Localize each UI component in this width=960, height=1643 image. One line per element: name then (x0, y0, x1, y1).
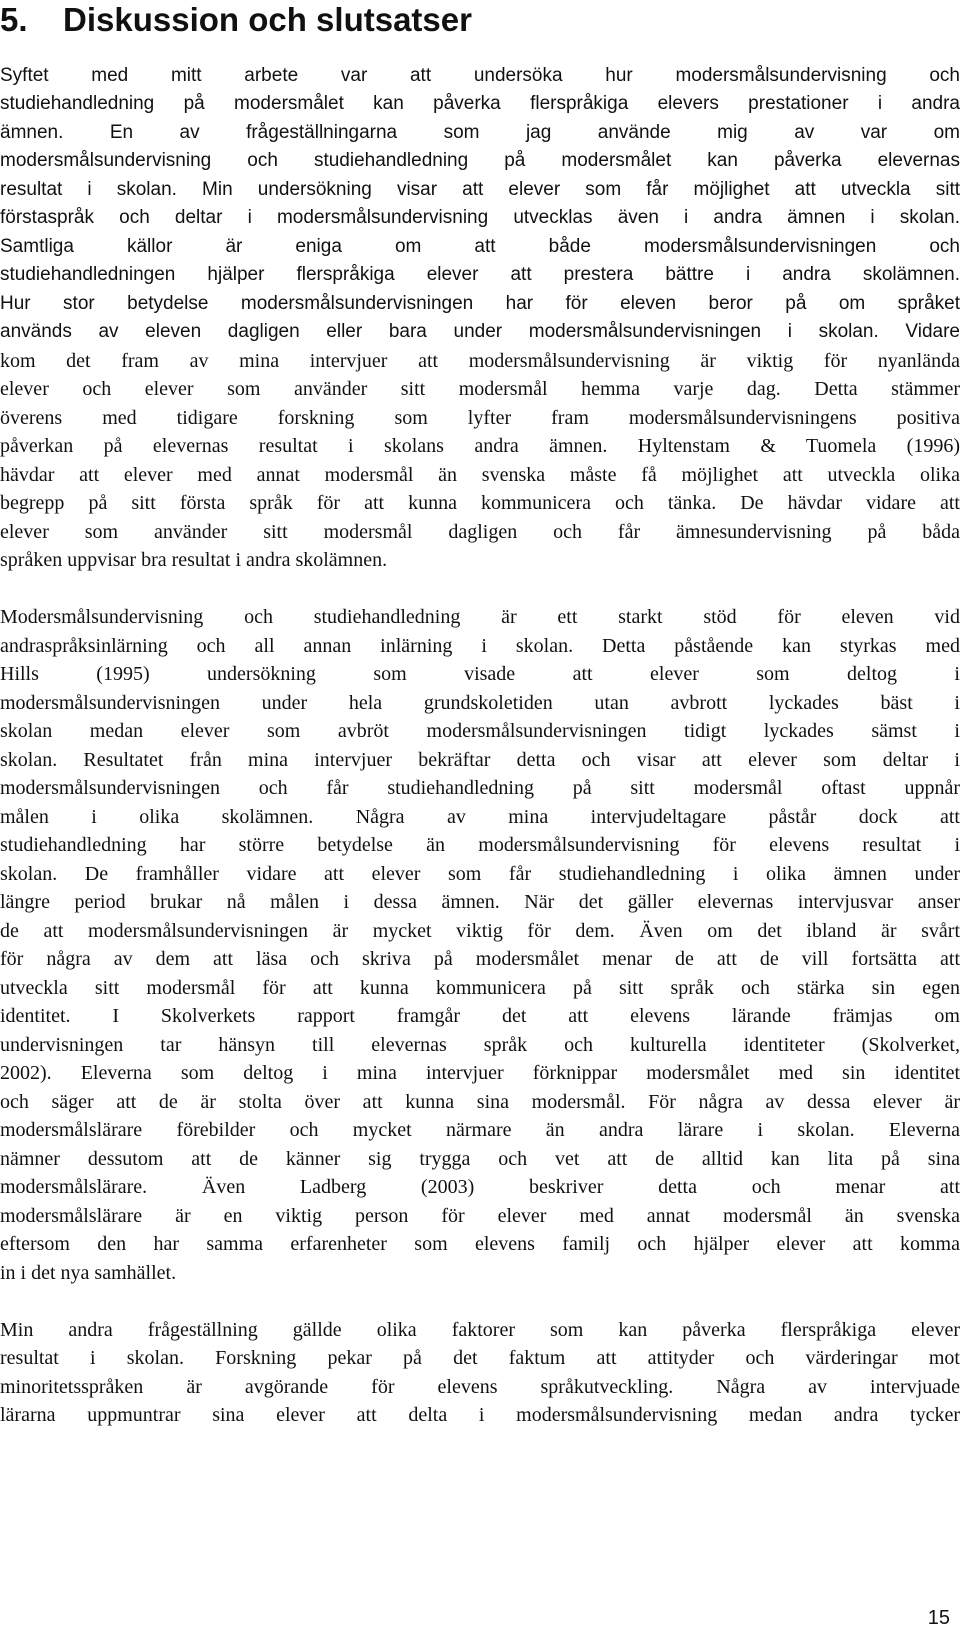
text-line: påverkan på elevernas resultat i skolans andra ämnen. Hyltenstam & Tuomela (1996) (0, 435, 960, 457)
text-line: studiehandledning på modersmålet kan påverka flerspråkiga elevers prestationer i andra (0, 93, 960, 114)
text-line: andraspråksinlärning och all annan inlärning i skolan. Detta påstående kan styrkas med (0, 635, 960, 657)
text-line: Hur stor betydelse modersmålsundervisningen har för eleven beror på om språket (0, 293, 960, 314)
text-line: hävdar att elever med annat modersmål än svenska måste få möjlighet att utveckla olika (0, 464, 960, 486)
text-line: skolan. De framhåller vidare att elever som får studiehandledning i olika ämnen under (0, 863, 960, 885)
text-line: modersmålslärare är en viktig person för elever med annat modersmål än svenska (0, 1205, 960, 1227)
section-title: Diskussion och slutsatser (63, 1, 472, 38)
page-number: 15 (927, 1607, 950, 1629)
text-line: skolan medan elever som avbröt modersmålsundervisningen tidigt lyckades sämst i (0, 720, 960, 742)
text-line: längre period brukar nå målen i dessa ämnen. När det gäller elevernas intervjusvar anser (0, 891, 960, 913)
text-line: och säger att de är stolta över att kunna sina modersmål. För några av dessa elever är (0, 1091, 960, 1113)
text-line: elever och elever som använder sitt modersmål hemma varje dag. Detta stämmer (0, 378, 960, 400)
text-line: Samtliga källor är eniga om att både modersmålsundervisningen och (0, 236, 960, 257)
section-number: 5. (0, 1, 28, 38)
text-line: Syftet med mitt arbete var att undersöka hur modersmålsundervisning och (0, 65, 960, 86)
text-line: för några av dem att läsa och skriva på modersmålet menar de att de vill fortsätta att (0, 948, 960, 970)
text-line: begrepp på sitt första språk för att kunna kommunicera och tänka. De hävdar vidare att (0, 492, 960, 514)
text-line: modersmålsundervisningen under hela grundskoletiden utan avbrott lyckades bäst i (0, 692, 960, 714)
text-line: skolan. Resultatet från mina intervjuer bekräftar detta och visar att elever som deltar i (0, 749, 960, 771)
text-line: studiehandledningen hjälper flerspråkiga elever att prestera bättre i andra skolämnen. (0, 264, 960, 285)
text-line: ämnen. En av frågeställningarna som jag använde mig av var om (0, 122, 960, 143)
text-line: identitet. I Skolverkets rapport framgår det att elevens lärande främjas om (0, 1005, 960, 1027)
text-line: 2002). Eleverna som deltog i mina intervjuer förknippar modersmålet med sin identitet (0, 1062, 960, 1084)
text-line: används av eleven dagligen eller bara under modersmålsundervisningen i skolan. Vidare (0, 321, 960, 342)
text-line: modersmålsundervisning och studiehandledning på modersmålet kan påverka elevernas (0, 150, 960, 171)
text-line: modersmålslärare. Även Ladberg (2003) beskriver detta och menar att (0, 1176, 960, 1198)
text-line: Min andra frågeställning gällde olika faktorer som kan påverka flerspråkiga elever (0, 1319, 960, 1341)
text-line: förstaspråk och deltar i modersmålsundervisning utvecklas även i andra ämnen i skolan. (0, 207, 960, 228)
text-line: överens med tidigare forskning som lyfter fram modersmålsundervisningens positiva (0, 407, 960, 429)
text-line: elever som använder sitt modersmål dagligen och får ämnesundervisning på båda (0, 521, 960, 543)
text-line: utveckla sitt modersmål för att kunna kommunicera på sitt språk och stärka sin egen (0, 977, 960, 999)
text-line: nämner dessutom att de känner sig trygga och vet att de alltid kan lita på sina (0, 1148, 960, 1170)
text-line: resultat i skolan. Forskning pekar på det faktum att attityder och värderingar mot (0, 1347, 960, 1369)
text-line: målen i olika skolämnen. Några av mina intervjudeltagare påstår dock att (0, 806, 960, 828)
text-line: undervisningen tar hänsyn till elevernas språk och kulturella identiteter (Skolverket, (0, 1034, 960, 1056)
text-line: kom det fram av mina intervjuer att modersmålsundervisning är viktig för nyanlända (0, 350, 960, 372)
text-line: in i det nya samhället. (0, 1262, 177, 1284)
text-line: resultat i skolan. Min undersökning visar att elever som får möjlighet att utveckla sitt (0, 179, 960, 200)
text-line: Modersmålsundervisning och studiehandledning är ett starkt stöd för eleven vid (0, 606, 960, 628)
text-line: eftersom den har samma erfarenheter som elevens familj och hjälper elever att komma (0, 1233, 960, 1255)
text-line: modersmålsundervisningen och får studiehandledning på sitt modersmål oftast uppnår (0, 777, 960, 799)
text-line: lärarna uppmuntrar sina elever att delta i modersmålsundervisning medan andra tycker (0, 1404, 960, 1426)
text-line: språken uppvisar bra resultat i andra skolämnen. (0, 549, 388, 571)
section-heading (0, 0, 472, 40)
text-line: modersmålslärare förebilder och mycket närmare än andra lärare i skolan. Eleverna (0, 1119, 960, 1141)
text-line: studiehandledning har större betydelse än modersmålsundervisning för elevens resultat i (0, 834, 960, 856)
text-line: Hills (1995) undersökning som visade att elever som deltog i (0, 663, 960, 685)
text-line: minoritetsspråken är avgörande för elevens språkutveckling. Några av intervjuade (0, 1376, 960, 1398)
text-line: de att modersmålsundervisningen är mycket viktig för dem. Även om det ibland är svårt (0, 920, 960, 942)
